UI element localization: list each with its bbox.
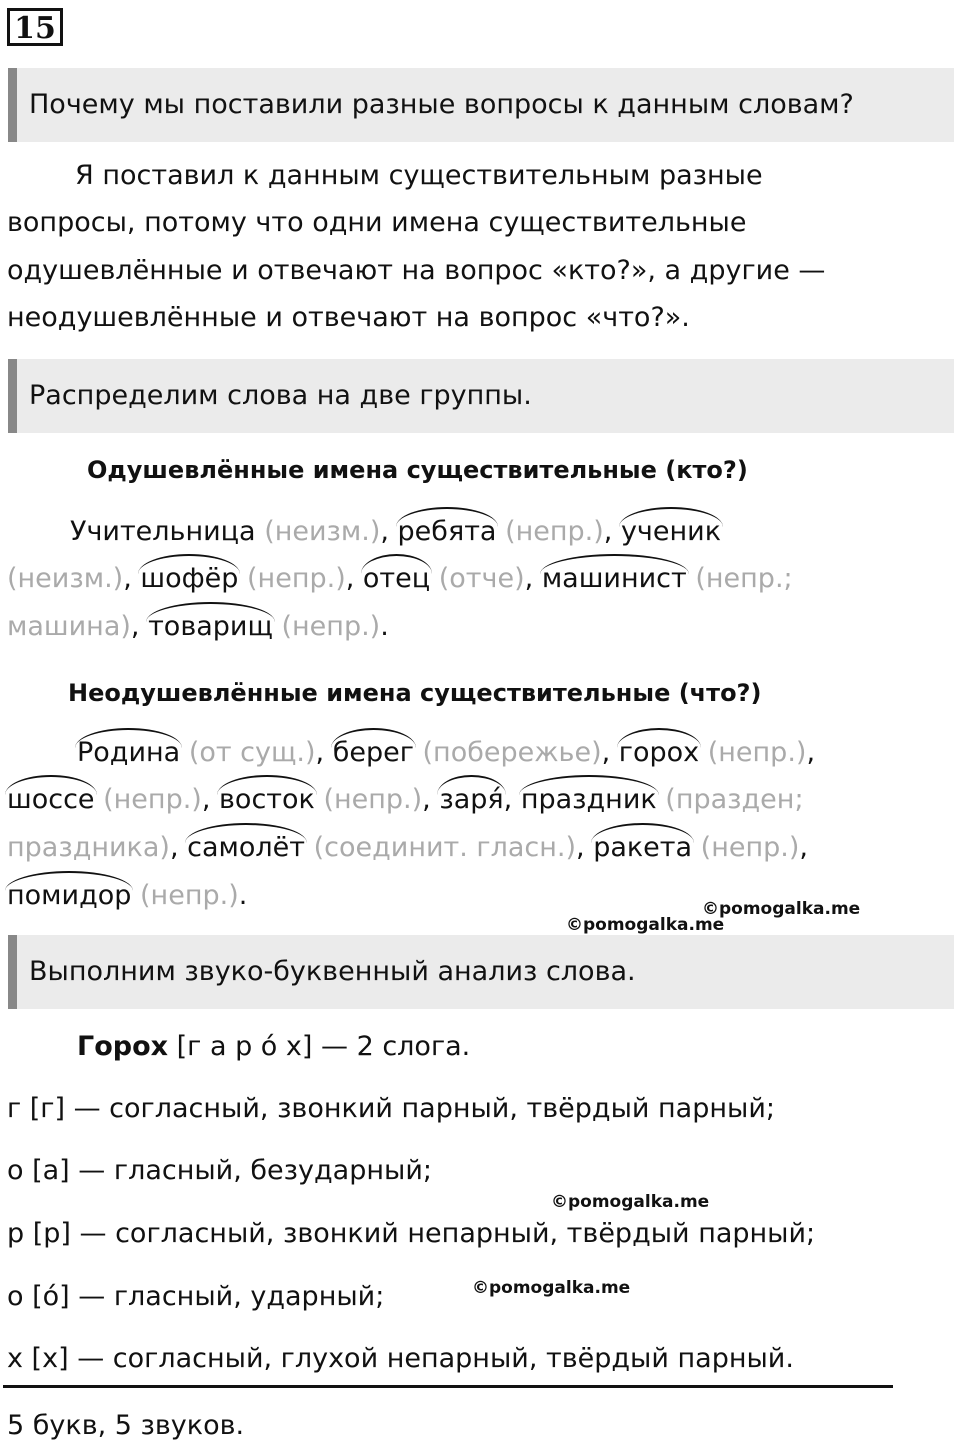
word-rodina: Родина (77, 737, 181, 768)
analysis-header (77, 1031, 470, 1062)
note: машина) (7, 611, 131, 642)
word-tovarishch: товарищ (148, 611, 273, 642)
answer-line-1: Я поставил к данным существительным разные (75, 160, 763, 191)
word-uchenik: ученик (620, 516, 722, 547)
answer-line-3: одушевлённые и отвечают на вопрос «кто?», а другие — (7, 255, 826, 286)
animate-line-3: машина), товарищ (непр.). (7, 611, 389, 642)
note: (непр.) (281, 611, 381, 642)
note: (неизм.) (7, 563, 124, 594)
inanimate-line-3: праздника), самолёт (соединит. гласн.), ракета (непр.), (7, 832, 808, 863)
note: праздника) (7, 832, 170, 863)
note: (непр.) (707, 737, 807, 768)
inanimate-line-4: помидор (непр.). (7, 880, 248, 911)
analysis-line-1: г [г] — согласный, звонкий парный, твёрдый парный; (7, 1093, 775, 1124)
analysis-line-5: х [х] — согласный, глухой непарный, твёрдый парный. (7, 1343, 794, 1374)
note: (отче) (438, 563, 525, 594)
note: (непр.) (323, 784, 423, 815)
note: (непр.; (695, 563, 793, 594)
analysis-transcription: [г а р ó х] — 2 слога. (176, 1031, 471, 1062)
answer-line-4: неодушевлённые и отвечают на вопрос «что?». (7, 302, 690, 333)
inanimate-line-2: шоссе (непр.), восток (непр.), заря́, праздник (празден; (7, 784, 804, 815)
note: (соединит. гласн.) (313, 832, 577, 863)
task-number: 15 (7, 8, 63, 46)
word-samolet: самолёт (187, 832, 305, 863)
question-band-2: Распределим слова на две группы. (8, 359, 954, 433)
word-raketa: ракета (593, 832, 693, 863)
watermark: ©pomogalka.me (472, 1278, 631, 1298)
inanimate-heading: Неодушевлённые имена существительные (что?) (68, 679, 762, 707)
analysis-summary: 5 букв, 5 звуков. (7, 1410, 245, 1441)
word-zarya: заря́ (439, 784, 504, 815)
divider (3, 1385, 893, 1388)
word-otets: отец (362, 563, 431, 594)
note: (непр.) (247, 563, 346, 594)
note: (непр.) (140, 880, 239, 911)
animate-line-1: Учительница (неизм.), ребята (непр.), ученик (70, 516, 722, 547)
watermark: ©pomogalka.me (566, 915, 725, 935)
note: (от сущ.) (188, 737, 316, 768)
question-band-1: Почему мы поставили разные вопросы к данным словам? (8, 68, 954, 142)
watermark: ©pomogalka.me (551, 1192, 710, 1212)
word-pomidor: помидор (7, 880, 132, 911)
question-band-3: Выполним звуко-буквенный анализ слова. (8, 935, 954, 1009)
watermark: ©pomogalka.me (702, 899, 861, 919)
word-vostok: восток (219, 784, 315, 815)
word-bereg: берег (332, 737, 414, 768)
word-mashinist: машинист (541, 563, 687, 594)
analysis-line-2: о [а] — гласный, безударный; (7, 1155, 432, 1186)
note: (непр.) (505, 516, 604, 547)
note: (празден; (665, 784, 804, 815)
word-gorokh: горох (618, 737, 700, 768)
analysis-line-3: р [р] — согласный, звонкий непарный, твёрдый парный; (7, 1218, 816, 1249)
animate-heading: Одушевлённые имена существительные (кто?) (87, 456, 748, 484)
note: (побережье) (422, 737, 602, 768)
note: (непр.) (700, 832, 800, 863)
word-prazdnik: праздник (520, 784, 657, 815)
note: (непр.) (103, 784, 202, 815)
note: (неизм.) (264, 516, 381, 547)
word-shofer: шофёр (140, 563, 239, 594)
word-shosse: шоссе (7, 784, 95, 815)
word-uchitelnitsa: Учительница (70, 516, 256, 547)
analysis-word: Горох (77, 1031, 169, 1062)
animate-line-2: (неизм.), шофёр (непр.), отец (отче), машинист (непр.; (7, 563, 793, 594)
analysis-line-4: о [ó] — гласный, ударный; (7, 1281, 385, 1312)
inanimate-line-1: Родина (от сущ.), берег (побережье), горох (непр.), (77, 737, 816, 768)
answer-line-2: вопросы, потому что одни имена существительные (7, 207, 747, 238)
word-rebyata: ребята (397, 516, 497, 547)
